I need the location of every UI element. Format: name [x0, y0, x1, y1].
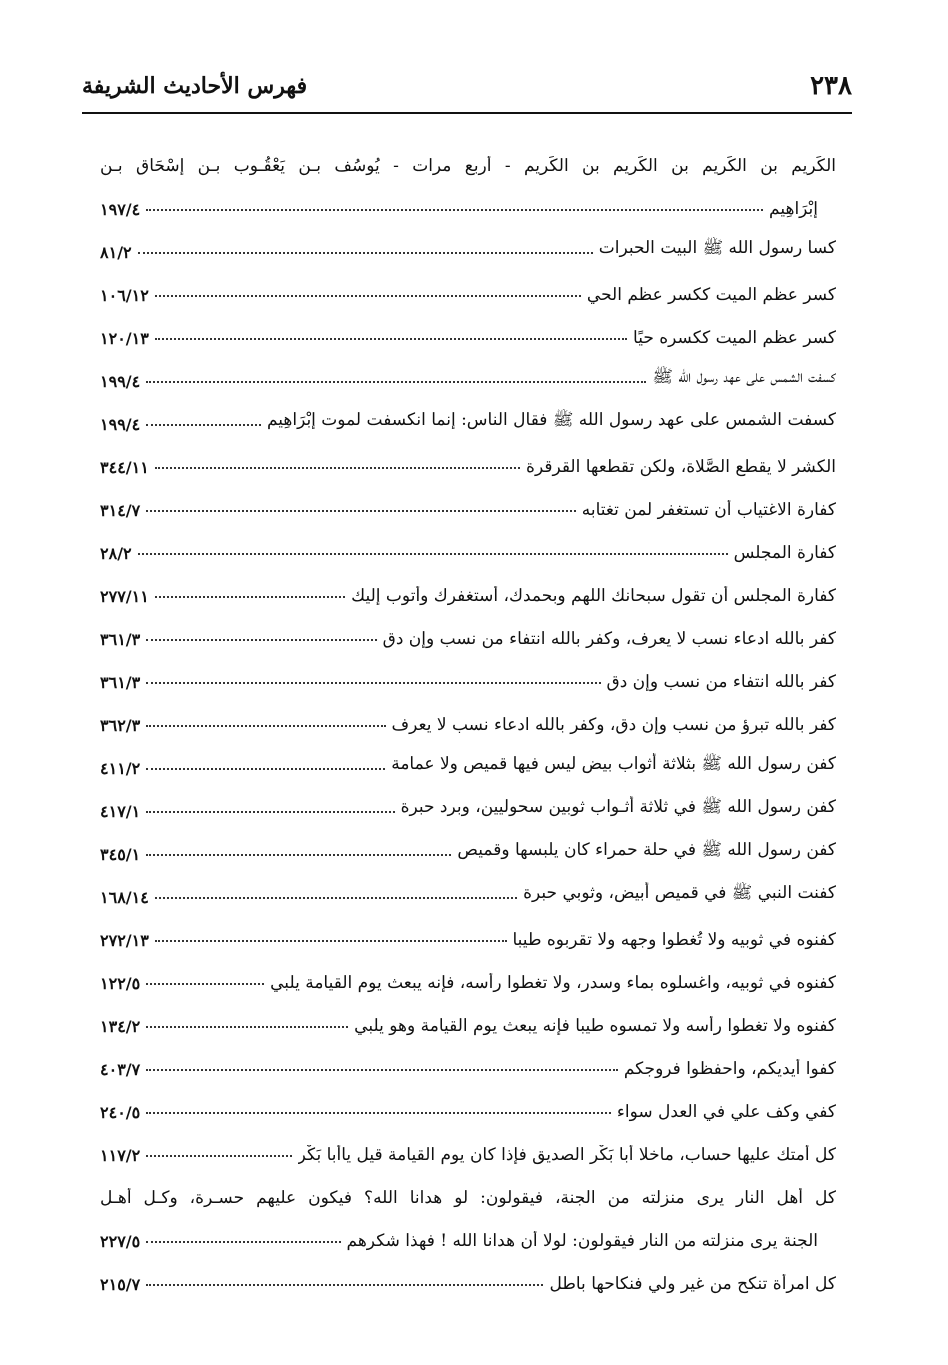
- index-entry: [100, 778, 836, 821]
- entry-text: كفن رسول الله ﷺ في ثلاثة أثـواب ثوبين سحوليين، وبرد حبرة: [400, 797, 836, 817]
- page-number: ٢٣٨: [810, 71, 852, 101]
- leader-dots: [146, 1241, 340, 1243]
- entry-reference: ١٣٤/٢: [100, 1017, 141, 1036]
- entry-text: كل امرأة تنكح من غير ولي فنكاحها باطل: [549, 1274, 836, 1294]
- leader-dots: [146, 381, 646, 383]
- leader-dots: [146, 1155, 291, 1157]
- index-entry: [100, 950, 836, 993]
- index-entry: [100, 1122, 836, 1165]
- entry-text: كفنت النبي ﷺ في قميص أبيض، وثوبي حبرة: [523, 883, 836, 903]
- entry-text: إبْرَاهِيم: [769, 199, 818, 219]
- entry-reference: ١٠٦/١٢: [100, 286, 149, 305]
- leader-dots: [146, 1069, 618, 1071]
- leader-dots: [155, 338, 627, 340]
- entry-text: كفارة المجلس أن تقول سبحانك اللهم وبحمدك، أستغفرك وأتوب إليك: [351, 586, 836, 606]
- index-entry: [100, 520, 836, 563]
- index-entry: [100, 477, 836, 520]
- index-entry: [100, 1079, 836, 1122]
- index-entry: [100, 262, 836, 305]
- entry-text: الجنة يرى منزلته من النار فيقولون: لولا أن هدانا الله ! فهذا شكرهم: [346, 1231, 818, 1251]
- entry-reference: ٤١٧/١: [100, 802, 141, 821]
- index-entry: [100, 391, 836, 434]
- entry-text: الكَريم بن الكَريم بن الكَريم بن الكَريم - أربع مرات - يُوسُف بـن يَعْقُـوب بـن إسْحَاق بـن: [100, 156, 836, 176]
- index-entry: [100, 993, 836, 1036]
- index-entry: [100, 219, 836, 262]
- entry-text: كسفت الشمس على عهد رسول الله ﷺ فقال الناس: إنما انكسفت لموت إبْرَاهِيم: [266, 410, 836, 430]
- entry-text: كفن رسول الله ﷺ في حلة حمراء كان يلبسها وقميص: [457, 840, 836, 860]
- index-entry: [100, 1165, 836, 1208]
- entry-reference: ٢٧٧/١١: [100, 587, 149, 606]
- leader-dots: [146, 811, 394, 813]
- index-entry: [100, 606, 836, 649]
- leader-dots: [155, 295, 581, 297]
- entry-text: كفنوه ولا تغطوا رأسه ولا تمسوه طيبا فإنه يبعث يوم القيامة وهو يلبي: [354, 1016, 836, 1036]
- entry-text: كفر بالله تبرؤ من نسب وإن دق، وكفر بالله ادعاء نسب لا يعرف: [391, 715, 836, 735]
- leader-dots: [146, 424, 261, 426]
- entry-text: كفر بالله ادعاء نسب لا يعرف، وكفر بالله انتفاء من نسب وإن دق: [382, 629, 836, 649]
- entry-reference: ١٦٨/١٤: [100, 888, 149, 907]
- entry-reference: ٢٨/٢: [100, 544, 132, 563]
- leader-dots: [146, 725, 385, 727]
- entry-text: كفنوه في ثوبيه، واغسلوه بماء وسدر، ولا تغطوا رأسه، فإنه يبعث يوم القيامة يلبي: [270, 973, 836, 993]
- entry-reference: ٢٤٠/٥: [100, 1103, 141, 1122]
- entry-text: كفر بالله انتفاء من نسب وإن دق: [606, 672, 836, 692]
- entry-reference: ١١٧/٢: [100, 1146, 141, 1165]
- index-entry: [100, 735, 836, 778]
- entry-text: كسر عظم الميت ككسره حيًا: [633, 328, 836, 348]
- entry-reference: ٣٤٤/١١: [100, 458, 149, 477]
- leader-dots: [155, 467, 520, 469]
- leader-dots: [155, 596, 345, 598]
- index-entry: [100, 864, 836, 907]
- index-entry: [100, 305, 836, 348]
- leader-dots: [146, 682, 600, 684]
- entry-reference: ٣١٤/٧: [100, 501, 141, 520]
- entry-reference: ١٩٩/٤: [100, 415, 141, 434]
- leader-dots: [155, 940, 507, 942]
- entry-text: كسا رسول الله ﷺ البيت الحبرات: [598, 238, 836, 258]
- entry-reference: ١٩٩/٤: [100, 372, 141, 391]
- index-entry: [100, 176, 836, 219]
- entry-reference: ٣٤٥/١: [100, 845, 141, 864]
- entry-text: كفوا أيديكم، واحفظوا فروجكم: [623, 1059, 836, 1079]
- leader-dots: [146, 209, 763, 211]
- index-entry: [100, 434, 836, 477]
- page-header: [82, 58, 852, 102]
- entry-text: كسفت الشمس على عهد رسول الله ﷺ: [652, 367, 836, 387]
- entry-reference: ٣٦٢/٣: [100, 716, 141, 735]
- entry-reference: ٣٦١/٣: [100, 630, 141, 649]
- header-rule: [82, 112, 852, 114]
- entry-reference: ٢١٥/٧: [100, 1275, 141, 1294]
- leader-dots: [155, 897, 517, 899]
- entry-reference: ٨١/٢: [100, 243, 132, 262]
- leader-dots: [146, 768, 385, 770]
- leader-dots: [146, 510, 576, 512]
- entry-text: كفارة الاغتياب أن تستغفر لمن تغتابه: [581, 500, 836, 520]
- index-entry: [100, 563, 836, 606]
- entry-reference: ٣٦١/٣: [100, 673, 141, 692]
- entry-reference: ٤٠٣/٧: [100, 1060, 141, 1079]
- hadith-index-list: [100, 133, 836, 1294]
- entry-reference: ١٢٠/١٣: [100, 329, 149, 348]
- index-entry: [100, 1036, 836, 1079]
- index-entry: [100, 133, 836, 176]
- index-entry: [100, 821, 836, 864]
- leader-dots: [138, 252, 593, 254]
- index-entry: [100, 348, 836, 391]
- index-entry: [100, 649, 836, 692]
- running-title: فهرس الأحاديث الشريفة: [82, 73, 308, 99]
- index-entry: [100, 907, 836, 950]
- entry-reference: ٢٧٢/١٣: [100, 931, 149, 950]
- index-entry: [100, 1251, 836, 1294]
- entry-text: كل أمتك عليها حساب، ماخلا أبا بَكْر الصديق فإذا كان يوم القيامة قيل ياأبا بَكْر: [297, 1145, 836, 1165]
- leader-dots: [146, 639, 376, 641]
- entry-text: كفارة المجلس: [733, 543, 836, 563]
- entry-reference: ١٩٧/٤: [100, 200, 141, 219]
- leader-dots: [146, 1026, 348, 1028]
- index-entry: [100, 1208, 836, 1251]
- entry-text: كفن رسول الله ﷺ بثلاثة أثواب بيض ليس فيها قميص ولا عمامة: [391, 754, 836, 774]
- entry-text: الكشر لا يقطع الصَّلاة، ولكن تقطعها القرقرة: [526, 457, 836, 477]
- entry-text: كل أهل النار يرى منزلته من الجنة، فيقولون: لو هدانا الله؟ فيكون عليهم حسـرة، وكـل أهـل: [100, 1188, 836, 1208]
- leader-dots: [146, 1112, 611, 1114]
- entry-reference: ٢٢٧/٥: [100, 1232, 141, 1251]
- leader-dots: [146, 983, 264, 985]
- entry-reference: ٤١١/٢: [100, 759, 141, 778]
- leader-dots: [138, 553, 728, 555]
- entry-text: كسر عظم الميت ككسر عظم الحي: [586, 285, 836, 305]
- leader-dots: [146, 854, 451, 856]
- entry-text: كفنوه في ثوبيه ولا تُغطوا وجهه ولا تقربوه طيبا: [512, 930, 836, 950]
- entry-reference: ١٢٢/٥: [100, 974, 141, 993]
- leader-dots: [146, 1284, 543, 1286]
- entry-text: كفي وكف علي في العدل سواء: [616, 1102, 836, 1122]
- index-entry: [100, 692, 836, 735]
